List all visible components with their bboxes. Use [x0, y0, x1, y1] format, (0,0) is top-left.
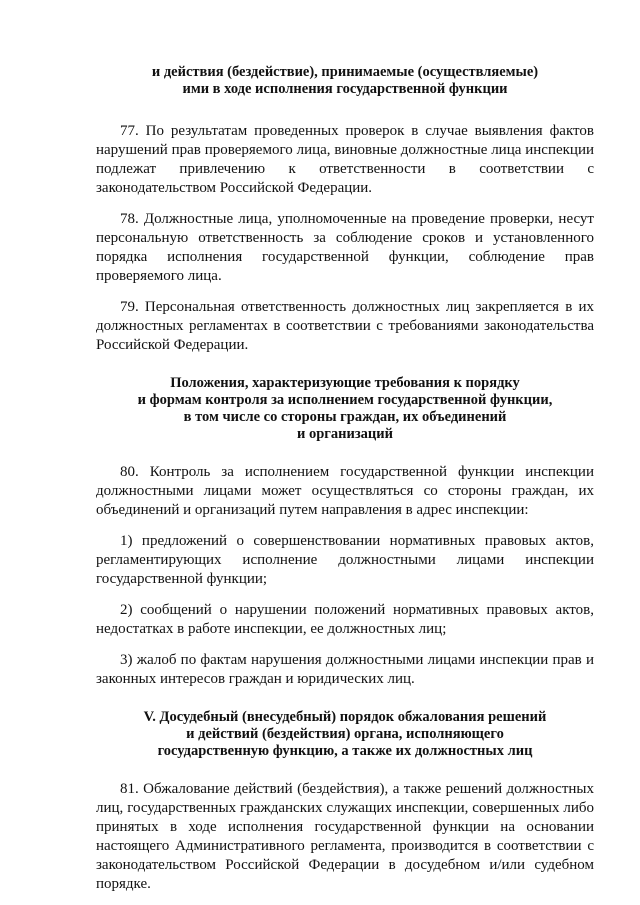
- paragraph-77: 77. По результатам проведенных проверок в случае выявления фактов нарушений прав проверяемого лица, виновные должностные лица инспекции подлежат привлечению к ответственности в соответствии с законодательством Российской Федерации.: [96, 123, 594, 196]
- heading-liability: [96, 64, 594, 98]
- heading-line: государственную функцию, а также их должностных лиц: [157, 743, 533, 759]
- paragraph-78: 78. Должностные лица, уполномоченные на проведение проверки, несут персональную ответственность за соблюдение сроков и установленного порядка исполнения государственной функции, соблюдение прав проверяемого лица.: [96, 211, 594, 284]
- document-page: [96, 64, 594, 894]
- heading-line: и формам контроля за исполнением государственной функции,: [137, 392, 553, 408]
- heading-section-5: [96, 709, 594, 760]
- paragraph-80-item-3: 3) жалоб по фактам нарушения должностными лицами инспекции прав и законных интересов граждан и юридических лиц.: [96, 652, 594, 687]
- heading-line: в том числе со стороны граждан, их объединений: [183, 409, 507, 425]
- paragraph-81: 81. Обжалование действий (бездействия), а также решений должностных лиц, государственных гражданских служащих инспекции, совершенных либо принятых в ходе исполнения государственной функции на основании настоящего Административного регламента, производится в соответствии с законодательством Российской Федерации в досудебном и/или судебном порядке.: [96, 781, 594, 892]
- heading-line: и действия (бездействие), принимаемые (осуществляемые): [151, 64, 539, 80]
- paragraph-80-item-1: 1) предложений о совершенствовании нормативных правовых актов, регламентирующих исполнение должностными лицами инспекции государственной функции;: [96, 533, 594, 587]
- heading-line: V. Досудебный (внесудебный) порядок обжалования решений: [143, 709, 547, 725]
- heading-control-requirements: [96, 375, 594, 443]
- paragraph-79: 79. Персональная ответственность должностных лиц закрепляется в их должностных регламентах в соответствии с требованиями законодательства Российской Федерации.: [96, 299, 594, 353]
- paragraph-80: 80. Контроль за исполнением государственной функции инспекции должностными лицами может осуществляться со стороны граждан, их объединений и организаций путем направления в адрес инспекции:: [96, 464, 594, 518]
- heading-line: и организаций: [297, 426, 393, 442]
- heading-line: Положения, характеризующие требования к порядку: [170, 375, 520, 391]
- heading-line: ими в ходе исполнения государственной функции: [182, 81, 508, 97]
- paragraph-80-item-2: 2) сообщений о нарушении положений нормативных правовых актов, недостатках в работе инспекции, ее должностных лиц;: [96, 602, 594, 637]
- heading-line: и действий (бездействия) органа, исполняющего: [186, 726, 504, 742]
